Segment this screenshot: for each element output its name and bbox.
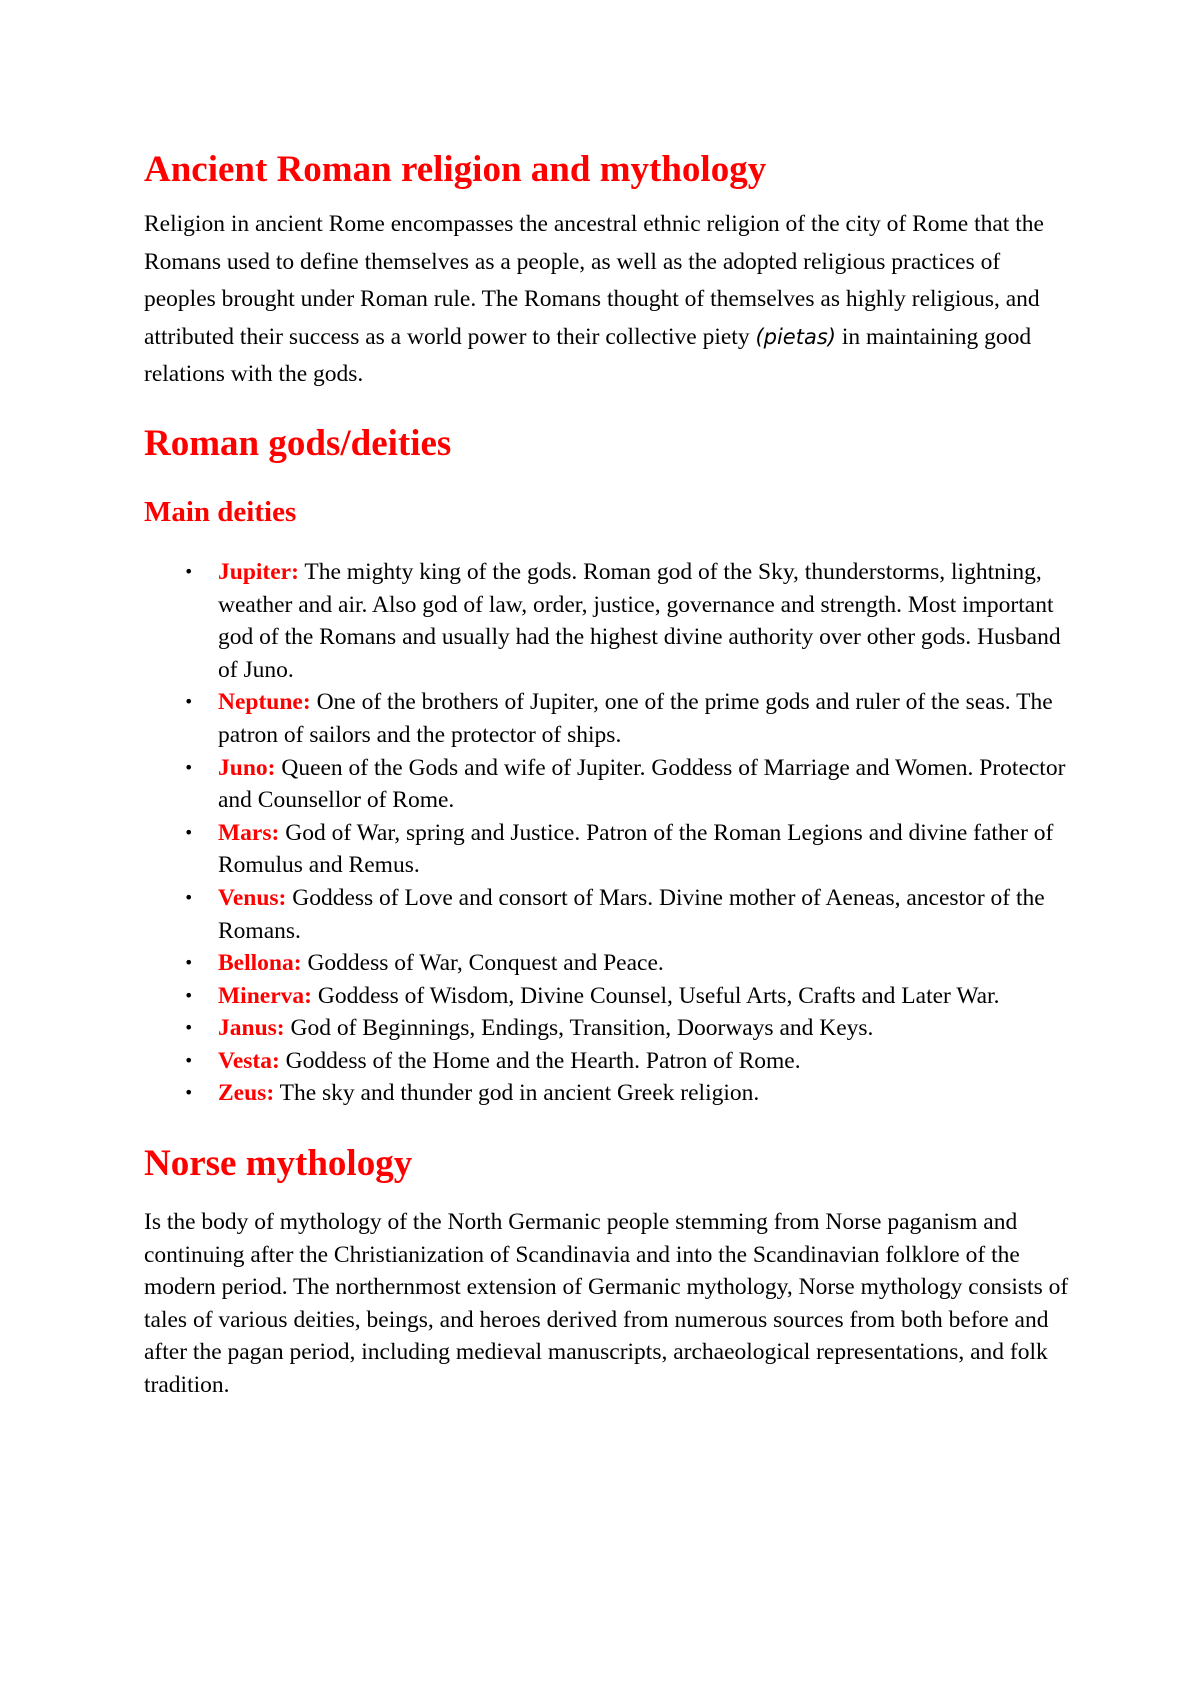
deity-list-item bbox=[144, 1045, 1074, 1078]
deity-list-item bbox=[144, 686, 1074, 751]
deity-name: Vesta: bbox=[218, 1047, 280, 1074]
page-title: Ancient Roman religion and mythology bbox=[144, 149, 767, 190]
deity-list bbox=[144, 556, 1074, 1110]
roman-gods-heading: Roman gods/deities bbox=[144, 422, 452, 464]
intro-text-start: Religion in ancient Rome encompasses the ancestral ethnic religion of the city of Rome that the Romans used to define themselves as a people, as well as the adopted religious practices of peoples brought under Roman rule. The Romans thought of themselves as highly religious, and attributed their success as a world power to their collective piety bbox=[144, 211, 1044, 350]
intro-text-end: in maintaining good relations with the gods. bbox=[144, 323, 1032, 388]
deity-name: Zeus: bbox=[218, 1080, 275, 1107]
deity-description: The sky and thunder god in ancient Greek religion. bbox=[274, 1080, 760, 1107]
deity-name: Juno: bbox=[218, 754, 276, 781]
deity-description: Goddess of Wisdom, Divine Counsel, Useful Arts, Crafts and Later War. bbox=[311, 982, 1000, 1009]
deity-name: Venus: bbox=[218, 884, 287, 911]
norse-mythology-heading: Norse mythology bbox=[144, 1143, 413, 1185]
bullet-icon: • bbox=[184, 1083, 194, 1103]
deity-list-item bbox=[144, 752, 1074, 817]
deity-description: Queen of the Gods and wife of Jupiter. Goddess of Marriage and Women. Protector and Counsellor of Rome. bbox=[218, 754, 1066, 814]
deity-name: Janus: bbox=[218, 1015, 285, 1042]
intro-paragraph bbox=[144, 206, 1074, 394]
deity-list-item bbox=[144, 817, 1074, 882]
bullet-icon: • bbox=[184, 985, 194, 1005]
deity-description: Goddess of the Home and the Hearth. Patron of Rome. bbox=[279, 1047, 801, 1074]
deity-description: The mighty king of the gods. Roman god of the Sky, thunderstorms, lightning, weather and air. Also god of law, order, justice, governance and strength. Most important god of the Romans and usually had the highest divine authority over other gods. Husband of Juno. bbox=[218, 558, 1061, 683]
deity-description: Goddess of Love and consort of Mars. Divine mother of Aeneas, ancestor of the Romans. bbox=[218, 884, 1045, 944]
deity-name: Bellona: bbox=[218, 950, 302, 977]
bullet-icon: • bbox=[184, 1050, 194, 1070]
pietas-term: (pietas) bbox=[755, 324, 836, 349]
deity-name: Minerva: bbox=[218, 982, 312, 1009]
norse-paragraph: Is the body of mythology of the North Germanic people stemming from Norse paganism and continuing after the Christianization of Scandinavia and into the Scandinavian folklore of the modern period. The northernmost extension of Germanic mythology, Norse mythology consists of tales of various deities, beings, and heroes derived from numerous sources from both before and after the pagan period, including medieval manuscripts, archaeological representations, and folk tradition. bbox=[144, 1209, 1069, 1399]
deity-name: Neptune: bbox=[218, 689, 311, 716]
deity-description: One of the brothers of Jupiter, one of the prime gods and ruler of the seas. The patron of sailors and the protector of ships. bbox=[218, 689, 1053, 748]
deity-name: Mars: bbox=[218, 819, 280, 846]
deity-list-item bbox=[144, 980, 1074, 1013]
bullet-icon: • bbox=[184, 953, 194, 973]
deity-list-item bbox=[144, 882, 1074, 947]
deity-list-item bbox=[144, 947, 1074, 980]
bullet-icon: • bbox=[184, 692, 194, 712]
main-deities-heading: Main deities bbox=[144, 495, 297, 528]
deity-list-item bbox=[144, 1012, 1074, 1045]
deity-description: Goddess of War, Conquest and Peace. bbox=[301, 950, 664, 977]
deity-list-item bbox=[144, 556, 1074, 686]
bullet-icon: • bbox=[184, 757, 194, 777]
deity-name: Jupiter: bbox=[218, 558, 299, 585]
deity-description: God of War, spring and Justice. Patron of the Roman Legions and divine father of Romulus and Remus. bbox=[218, 819, 1054, 879]
bullet-icon: • bbox=[184, 561, 194, 581]
document-page bbox=[144, 140, 1074, 1402]
bullet-icon: • bbox=[184, 1018, 194, 1038]
deity-description: God of Beginnings, Endings, Transition, Doorways and Keys. bbox=[284, 1015, 874, 1042]
deity-list-item bbox=[144, 1077, 1074, 1110]
bullet-icon: • bbox=[184, 887, 194, 907]
bullet-icon: • bbox=[184, 822, 194, 842]
